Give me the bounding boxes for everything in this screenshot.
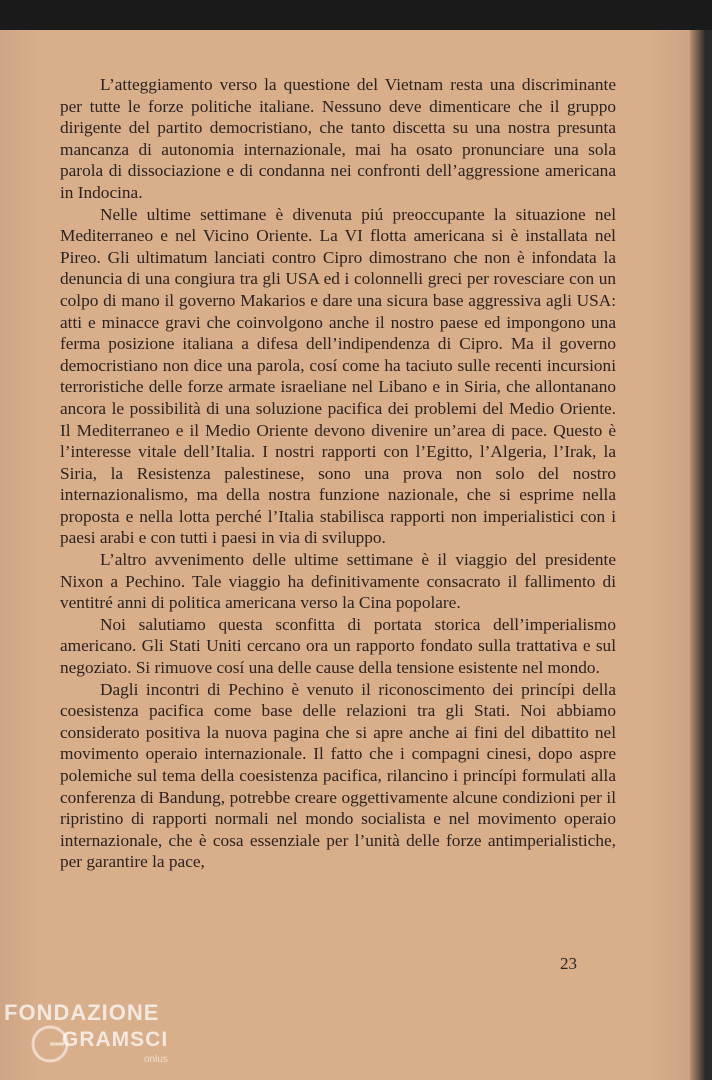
watermark-title: FONDAZIONE (4, 1000, 160, 1025)
page-edge (690, 30, 712, 1080)
paragraph-mediterraneo: Nelle ultime settimane è divenuta piú preoccupante la situazione nel Mediterraneo e nel Vicino Oriente. La VI flotta americana si è installata nel Pireo. Gli ultimatum lanciati contro Cipro dimostrano che non è infondata la denuncia di una congiura tra gli USA ed i colonnelli greci per rovesciare con un colpo di mano il governo Makarios e dare una sicura base aggressiva agli USA: atti e minacce gravi che coinvolgono anche il nostro paese ed impongono una ferma posizione italiana a difesa dell’indipendenza di Cipro. Ma il governo democristiano non dice una parola, cosí come ha taciuto sulle recenti incursioni terroristiche delle forze armate israeliane nel Libano e in Siria, che allontanano ancora le possibilità di una soluzione pacifica dei problemi del Medio Oriente. Il Mediterraneo e il Medio Oriente devono divenire un’area di pace. Questo è l’interesse vitale dell’Italia. I nostri rapporti con l’Egitto, l’Algeria, l’Irak, la Siria, la Resistenza palestinese, sono una prova non solo del nostro internazionalismo, ma della nostra funzione nazionale, che si esprime nella proposta e nella lotta perché l’Italia stabilisca rapporti non imperialistici con i paesi arabi e con tutti i paesi in via di sviluppo. (60, 204, 616, 548)
paragraph-imperialismo: Noi salutiamo questa sconfitta di portata storica dell’imperialismo americano. Gli Stati Uniti cercano ora un rapporto fondato sulla trattativa e sul negoziato. Si rimuove cosí una delle cause della tensione esistente nel mondo. (60, 614, 616, 678)
paragraph-vietnam: L’atteggiamento verso la questione del Vietnam resta una discriminante per tutte le forze politiche italiane. Nessuno deve dimenticare che il gruppo dirigente del partito democristiano, che tanto discetta su una nostra presunta mancanza di autonomia internazionale, mai ha osato pronunciare una sola parola di dissociazione e di condanna nei confronti dell’aggressione americana in Indocina. (60, 75, 616, 202)
body-text (60, 74, 616, 873)
watermark (4, 1000, 204, 1072)
page-number: 23 (560, 954, 577, 973)
watermark-onlus: onlus (144, 1054, 168, 1065)
paragraph-nixon: L’altro avvenimento delle ultime settimane è il viaggio del presidente Nixon a Pechino. Tale viaggio ha definitivamente consacrato il fallimento di ventitré anni di politica americana verso la Cina popolare. (60, 550, 616, 613)
watermark-subtitle: GRAMSCI (62, 1028, 169, 1051)
paragraph-pechino: Dagli incontri di Pechino è venuto il riconoscimento dei princípi della coesistenza pacifica come base delle relazioni tra gli Stati. Noi abbiamo considerato positiva la nuova pagina che si apre anche ai fini del dibattito nel movimento operaio internazionale. Il fatto che i compagni cinesi, dopo aspre polemiche sul tema della coesistenza pacifica, rilancino i princípi formulati alla conferenza di Bandung, potrebbe creare oggettivamente alcune condizioni per il ripristino di rapporti normali nel mondo socialista e nel movimento operaio internazionale, che è cosa essenziale per l’unità delle forze antimperialistiche, per garantire la pace, (60, 679, 616, 872)
